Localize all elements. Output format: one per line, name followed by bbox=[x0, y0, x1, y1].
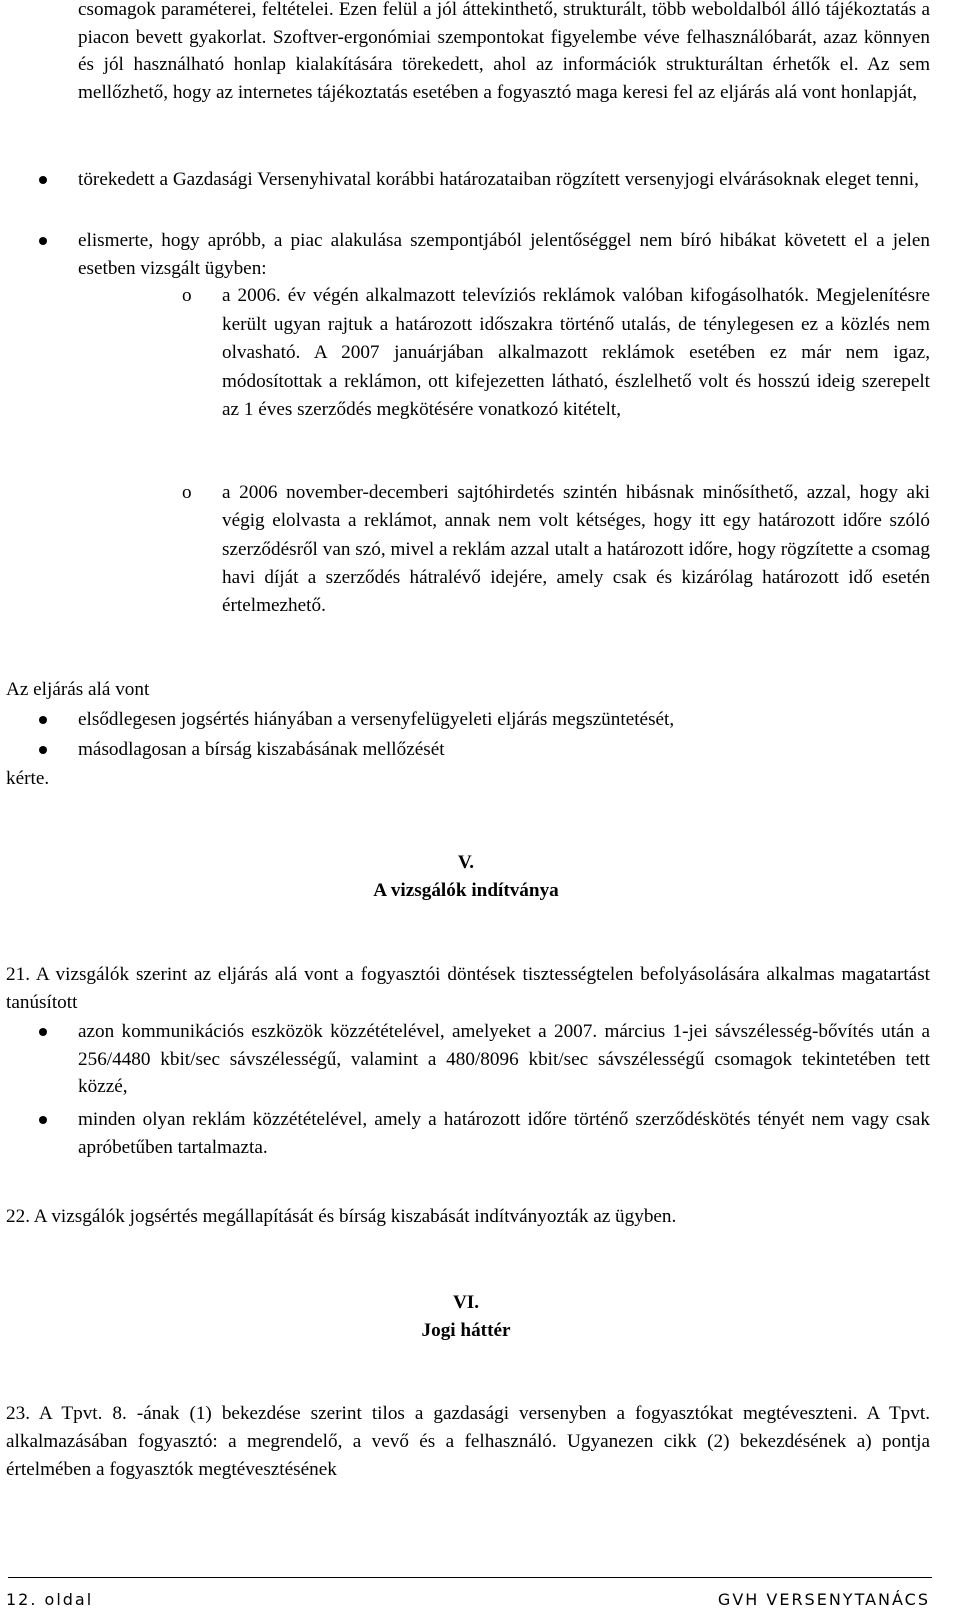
footer-divider bbox=[8, 1577, 932, 1578]
sub-list-item-text: a 2006 november-decemberi sajtóhirdetés szintén hibásnak minősíthető, azzal, hogy aki végig elolvasta a reklámot, annak nem volt kétséges, hogy itt egy határozott időre szóló szerződésről van szó, mivel a reklám azzal utalt a határozott időre, hogy rögzítette a csomag havi díját a szerződés hátralévő idejére, amely csak és kizárólag határozott idő esetén értelmezhető. bbox=[222, 482, 930, 617]
sub-bullet-marker: o bbox=[182, 285, 192, 306]
bullet-icon bbox=[39, 1116, 47, 1124]
sub-list-item-text: a 2006. év végén alkalmazott televíziós reklámok valóban kifogásolhatók. Megjelenítésre került ugyan rajtuk a határozott időszakra történő utalás, de ténylegesen ez a közlés nem olvasható. A 2007 januárjában alkalmazott reklámok esetében ez már nem igaz, módosítottak a reklámon, ott kifejezetten látható, észlelhető volt és hosszú ideig szerepelt az 1 éves szerződés megkötésére vonatkozó kitételt, bbox=[222, 285, 930, 421]
bullet-icon bbox=[39, 716, 47, 724]
section-title: A vizsgálók indítványa bbox=[373, 880, 559, 901]
request-end: kérte. bbox=[6, 768, 50, 789]
bullet-icon bbox=[39, 237, 47, 245]
list-item-text: azon kommunikációs eszközök közzétételével, amelyeket a 2007. március 1-jei sávszélesség-bővítés után a 256/4480 kbit/sec sávszélességű, valamint a 480/8096 kbit/sec sávszélességű csomagok tekintetében tett közzé, bbox=[78, 1021, 930, 1097]
paragraph-23: 23. A Tpvt. 8. -ának (1) bekezdése szerint tilos a gazdasági versenyben a fogyasztókat megtéveszteni. A Tpvt. alkalmazásában fogyasztó: a megrendelő, a vevő és a felhasználó. Ugyanezen cikk (2) bekezdésének a) pontja értelmében a fogyasztók megtévesztésének bbox=[6, 1403, 930, 1480]
list-item-text: törekedett a Gazdasági Versenyhivatal korábbi határozataiban rögzített versenyjogi elvárásoknak eleget tenni, bbox=[78, 169, 919, 190]
paragraph-22: 22. A vizsgálók jogsértés megállapítását és bírság kiszabását indítványozták az ügyben. bbox=[6, 1206, 677, 1227]
intro-paragraph: csomagok paraméterei, feltételei. Ezen felül a jól áttekinthető, strukturált, több weboldalból álló tájékoztatás a piacon bevett gyakorlat. Szoftver-ergonómiai szempontokat figyelembe véve felhasználóbarát, azaz könnyen és jól használható honlap kialakítására törekedett, ahol az információk strukturáltan érhetők el. Az sem mellőzhető, hogy az internetes tájékoztatás esetében a fogyasztó maga keresi fel az eljárás alá vont honlapját, bbox=[78, 0, 930, 103]
list-item-text: minden olyan reklám közzétételével, amely a határozott időre történő szerződéskötés tényét nem vagy csak apróbetűben tartalmazta. bbox=[78, 1109, 930, 1158]
list-item-text: másodlagosan a bírság kiszabásának mellőzését bbox=[78, 739, 445, 760]
paragraph-21: 21. A vizsgálók szerint az eljárás alá vont a fogyasztói döntések tisztességtelen befolyásolására alkalmas magatartást tanúsított bbox=[6, 964, 930, 1013]
bullet-icon bbox=[39, 176, 47, 184]
page-number: 12. oldal bbox=[6, 1590, 94, 1609]
section-number: VI. bbox=[452, 1292, 480, 1313]
list-item-text: elismerte, hogy apróbb, a piac alakulása szempontjából jelentőséggel nem bíró hibákat követett el a jelen esetben vizsgált ügyben: bbox=[78, 230, 930, 279]
request-lead: Az eljárás alá vont bbox=[6, 679, 150, 700]
sub-bullet-marker: o bbox=[182, 482, 192, 503]
bullet-icon bbox=[39, 746, 47, 754]
footer-organization: GVH VERSENYTANÁCS bbox=[717, 1590, 930, 1609]
bullet-icon bbox=[39, 1028, 47, 1036]
list-item-text: elsődlegesen jogsértés hiányában a versenyfelügyeleti eljárás megszüntetését, bbox=[78, 709, 675, 730]
section-number: V. bbox=[457, 852, 475, 873]
section-title: Jogi háttér bbox=[421, 1320, 511, 1341]
